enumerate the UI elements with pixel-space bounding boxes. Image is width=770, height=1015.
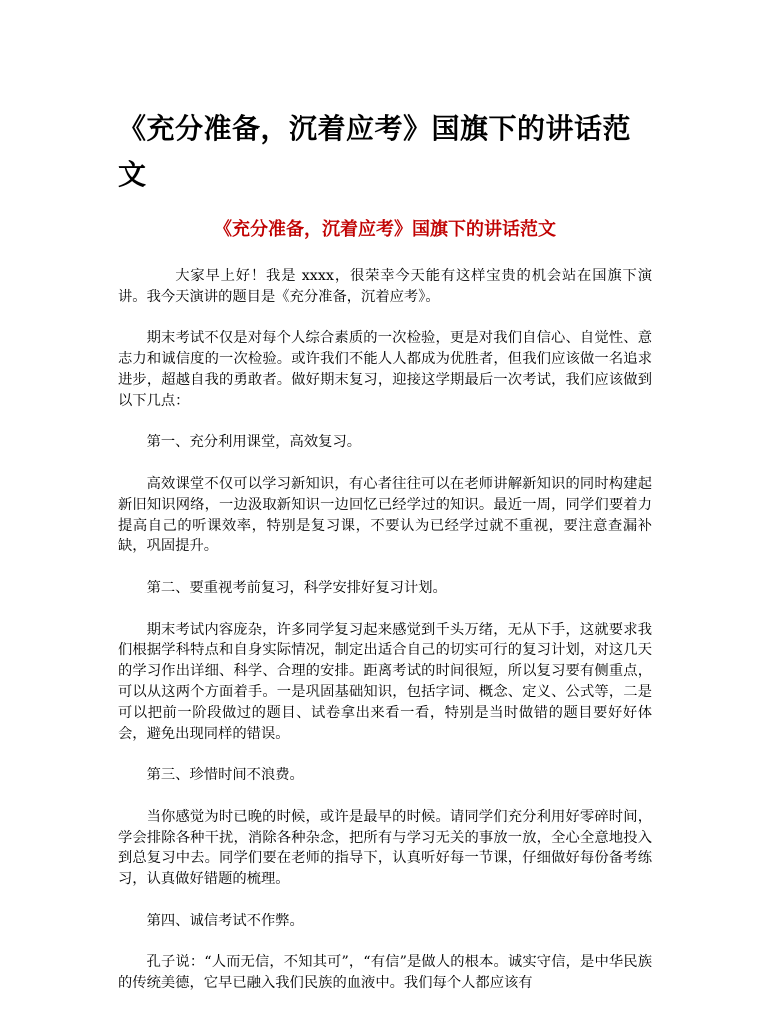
paragraph-point-3-heading: 第三、珍惜时间不浪费。 (146, 767, 304, 784)
paragraph-point-1-body: 高效课堂不仅可以学习新知识，有心者往往可以在老师讲解新知识的同时构建起新旧知识网络，一边汲取新知识一边回忆已经学过的知识。最近一周，同学们要着力提高自己的听课效率，特别是复习课，不要认为已经学过就不重视，要注意查漏补缺，巩固提升。 (118, 475, 652, 555)
paragraph-point-4-body: 孔子说：“人而无信，不知其可”，“有信”是做人的根本。诚实守信，是中华民族的传统美德，它早已融入我们民族的血液中。我们每个人都应该有 (118, 954, 652, 992)
paragraph-point-2-heading: 第二、要重视考前复习，科学安排好复习计划。 (146, 579, 447, 596)
document-body (118, 266, 652, 1015)
paragraph-point-2-body: 期末考试内容庞杂，许多同学复习起来感觉到千头万绪，无从下手，这就要求我们根据学科特点和自身实际情况，制定出适合自己的切实可行的复习计划，对这几天的学习作出详细、科学、合理的安排。距离考试的时间很短，所以复习要有侧重点，可以从这两个方面着手。一是巩固基础知识，包括字词、概念、定义、公式等，二是可以把前一阶段做过的题目、试卷拿出来看一看，特别是当时做错的题目要好好体会，避免出现同样的错误。 (118, 621, 652, 742)
paragraph-intro: 期末考试不仅是对每个人综合素质的一次检验，更是对我们自信心、自觉性、意志力和诚信度的一次检验。或许我们不能人人都成为优胜者，但我们应该做一名追求进步，超越自我的勇敢者。做好期末复习，迎接这学期最后一次考试，我们应该做到以下几点： (118, 330, 652, 409)
document-title: 《充分准备，沉着应考》国旗下的讲话范文 (118, 112, 632, 191)
document-subtitle: 《充分准备，沉着应考》国旗下的讲话范文 (214, 219, 556, 240)
paragraph-point-1-heading: 第一、充分利用课堂，高效复习。 (146, 434, 362, 451)
paragraph-point-3-body: 当你感觉为时已晚的时候，或许是最早的时候。请同学们充分利用好零碎时间，学会排除各种干扰，消除各种杂念，把所有与学习无关的事放一放，全心全意地投入到总复习中去。同学们要在老师的指导下，认真听好每一节课，仔细做好每份备考练习，认真做好错题的梳理。 (118, 808, 652, 888)
paragraph-greeting: 大家早上好！我是 xxxx，很荣幸今天能有这样宝贵的机会站在国旗下演讲。我今天演讲的题目是《充分准备，沉着应考》。 (118, 268, 652, 305)
paragraph-point-4-heading: 第四、诚信考试不作弊。 (146, 912, 304, 929)
